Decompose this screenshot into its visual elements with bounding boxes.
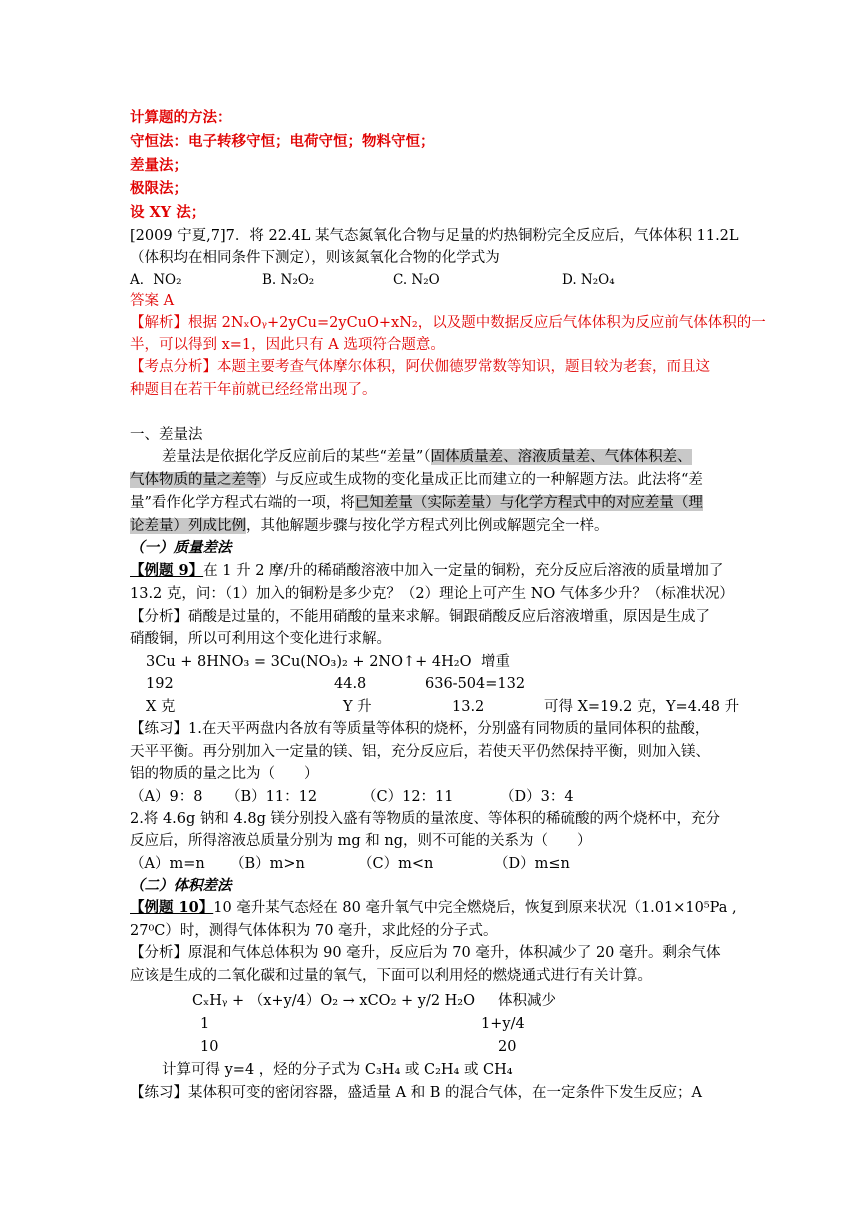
intro-line4 xyxy=(130,515,609,537)
example-tag: 【例题 9】 xyxy=(130,562,204,579)
combustion-equation: CₓHᵧ + （x+y/4）O₂ → xCO₂ + y/2 H₂O xyxy=(192,993,476,1009)
ratio-1: 1 xyxy=(200,1016,210,1032)
ratio-44-8: 44.8 xyxy=(334,676,367,692)
example-tag: 【例题 10】 xyxy=(130,899,214,916)
practice2-option-d: （D）m≤n xyxy=(494,856,570,872)
methods-title: 计算题的方法： xyxy=(130,109,232,126)
method-limit: 极限法； xyxy=(130,180,188,197)
value-10: 10 xyxy=(200,1039,219,1055)
analysis-line1: 【解析】根据 2NₓOᵧ+2yCu=2yCuO+xN₂，以及题中数据反应后气体体积为反应前气体体积的一 xyxy=(130,315,766,331)
ratio-132: 636-504=132 xyxy=(425,676,526,692)
example9-line1 xyxy=(130,560,723,582)
unknown-x: X 克 xyxy=(146,699,176,715)
example9-analysis2: 硝酸铜，所以可利用这个变化进行求解。 xyxy=(130,631,391,647)
section-title: 一、差量法 xyxy=(130,427,203,443)
option-a: A．NO₂ xyxy=(130,272,182,288)
example9-line2: 13.2 克，问：（1）加入的铜粉是多少克？（2）理论上可产生 NO 气体多少升？（标准状况） xyxy=(130,586,734,602)
practice3-line1: 【练习】某体积可变的密闭容器，盛适量 A 和 B 的混合气体，在一定条件下发生反应；A xyxy=(130,1085,703,1101)
example10-analysis1: 【分析】原混和气体总体积为 90 毫升，反应后为 70 毫升，体积减少了 20 毫升。剩余气体 xyxy=(130,945,721,961)
value-20: 20 xyxy=(498,1039,517,1055)
intro-line1 xyxy=(162,446,692,468)
example9-analysis1: 【分析】硝酸是过量的，不能用硝酸的量来求解。铜跟硝酸反应后溶液增重，原因是生成了 xyxy=(130,609,710,625)
ratio-1-y4: 1+y/4 xyxy=(481,1016,525,1032)
intro-line2 xyxy=(130,469,703,491)
option-c: C. N₂O xyxy=(393,272,440,288)
method-conservation: 守恒法：电子转移守恒；电荷守恒；物料守恒； xyxy=(130,133,435,150)
highlight-text: 气体物质的量之差等 xyxy=(130,472,261,488)
highlight-text: 已知差量（实际差量）与化学方程式中的对应差量（理 xyxy=(354,495,703,511)
practice1-line3: 铝的物质的量之比为（ ） xyxy=(130,766,319,782)
unknown-y: Y 升 xyxy=(343,699,372,715)
value-13-2: 13.2 xyxy=(452,699,485,715)
practice1-option-d: （D）3：4 xyxy=(500,789,574,805)
reaction-equation: 3Cu + 8HNO₃ = 3Cu(NO₃)₂ + 2NO↑+ 4H₂O xyxy=(146,654,472,670)
analysis-line2: 半，可以得到 x=1，因此只有 A 选项符合题意。 xyxy=(130,337,445,353)
mass-result: 可得 X=19.2 克，Y=4.48 升 xyxy=(544,699,740,715)
question-2009-line2: （体积均在相同条件下测定），则该氮氧化合物的化学式为 xyxy=(130,250,500,266)
practice2-line2: 反应后，所得溶液总质量分别为 mg 和 ng，则不可能的关系为（ ） xyxy=(130,833,592,849)
practice1-option-b: （B）11：12 xyxy=(226,789,318,805)
key-point-line1: 【考点分析】本题主要考查气体摩尔体积，阿伏伽德罗常数等知识，题目较为老套，而且这 xyxy=(130,359,710,375)
example-text: 10 毫升某气态烃在 80 毫升氧气中完全燃烧后，恢复到原来状况（1.01×10⁵Pa , xyxy=(213,900,737,916)
highlight-text: 固体质量差、溶液质量差、气体体积差、 xyxy=(430,449,692,465)
practice2-option-b: （B）m>n xyxy=(230,856,305,872)
example10-line2: 27⁰C）时，测得气体体积为 70 毫升，求此烃的分子式。 xyxy=(130,923,498,939)
key-point-line2: 种题目在若干年前就已经经常出现了。 xyxy=(130,382,377,398)
question-2009-line1: [2009 宁夏,7]7．将 22.4L 某气态氮氧化合物与足量的灼热铜粉完全反应后，气体体积 11.2L xyxy=(130,228,739,244)
equation-label: 增重 xyxy=(481,654,510,670)
practice1-line1: 【练习】1.在天平两盘内各放有等质量等体积的烧杯，分别盛有同物质的量同体积的盐酸， xyxy=(130,721,710,737)
intro-text: 量”看作化学方程式右端的一项，将 xyxy=(130,495,355,511)
ratio-192: 192 xyxy=(146,676,174,692)
practice2-line1: 2.将 4.6g 钠和 4.8g 镁分别投入盛有等物质的量浓度、等体积的稀硫酸的两个烧杯中，充分 xyxy=(130,811,720,827)
example-text: 在 1 升 2 摩/升的稀硝酸溶液中加入一定量的铜粉，充分反应后溶液的质量增加了 xyxy=(203,563,724,579)
intro-line3 xyxy=(130,492,703,514)
practice1-option-a: （A）9：8 xyxy=(130,789,203,805)
practice1-line2: 天平平衡。再分别加入一定量的镁、铝，充分反应后，若使天平仍然保持平衡，则加入镁、 xyxy=(130,744,710,760)
equation-label: 体积减少 xyxy=(498,993,556,1009)
intro-text: ，其他解题步骤与按化学方程式列比例或解题完全一样。 xyxy=(246,518,609,534)
intro-text: ）与反应或生成物的变化量成正比而建立的一种解题方法。此法将“差 xyxy=(260,472,703,488)
practice1-option-c: （C）12：11 xyxy=(362,789,454,805)
highlight-text: 论差量）列成比例 xyxy=(130,518,246,534)
option-d: D. N₂O₄ xyxy=(562,272,615,288)
example10-line1 xyxy=(130,897,737,919)
method-difference: 差量法； xyxy=(130,157,188,174)
intro-text: 差量法是依据化学反应前后的某些“差量”（ xyxy=(162,449,431,465)
volume-result: 计算可得 y=4 ，烃的分子式为 C₃H₄ 或 C₂H₄ 或 CH₄ xyxy=(162,1062,513,1078)
method-xy: 设 XY 法； xyxy=(130,204,206,221)
volume-diff-title: （二）体积差法 xyxy=(130,877,232,894)
option-b: B. N₂O₂ xyxy=(262,272,315,288)
mass-diff-title: （一）质量差法 xyxy=(130,539,232,556)
practice2-option-c: （C）m<n xyxy=(358,856,434,872)
example10-analysis2: 应该是生成的二氧化碳和过量的氧气，下面可以利用烃的燃烧通式进行有关计算。 xyxy=(130,968,652,984)
answer: 答案 A xyxy=(130,293,175,309)
practice2-option-a: （A）m=n xyxy=(130,856,205,872)
